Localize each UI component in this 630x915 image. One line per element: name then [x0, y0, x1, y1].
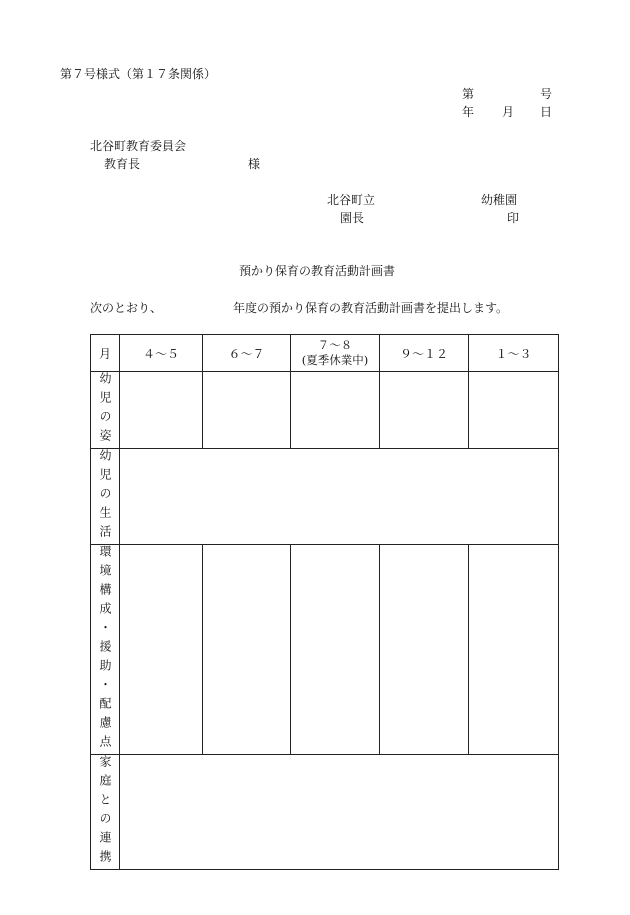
row-label-child-life: 幼児の生活: [91, 449, 120, 545]
doc-number-label: 第: [462, 87, 475, 101]
table-cell-merged: [120, 755, 559, 870]
date-year: 年: [462, 105, 475, 119]
table-cell: [380, 545, 469, 755]
table-row: [91, 449, 559, 545]
table-cell: [380, 372, 469, 449]
addressee-title: 教育長: [104, 157, 141, 171]
table-cell: [291, 372, 380, 449]
seal-mark: 印: [507, 211, 520, 225]
column-header-jul-aug: [291, 335, 380, 372]
column-header-jul-aug-label: ７～８: [317, 338, 353, 353]
table-cell: [203, 372, 291, 449]
intro-lead: 次のとおり、: [90, 301, 163, 315]
column-header-jun-jul: ６～７: [203, 335, 291, 372]
row-label-child-appearance: 幼児の姿: [91, 372, 120, 449]
table-header-row: [91, 335, 559, 372]
doc-number-suffix: 号: [540, 87, 553, 101]
table-cell: [291, 545, 380, 755]
summer-break-note: (夏季休業中): [301, 353, 369, 367]
document-title: 預かり保育の教育活動計画書: [239, 264, 396, 278]
row-label-environment-support: 環境構成・援助・配慮点: [91, 545, 120, 755]
table-row: [91, 545, 559, 755]
row-label-family-cooperation: 家庭との連携: [91, 755, 120, 870]
table-cell-merged: [120, 449, 559, 545]
table-cell: [469, 372, 559, 449]
sender-principal: 園長: [340, 211, 365, 225]
intro-body: 年度の預かり保育の教育活動計画書を提出します。: [233, 301, 509, 315]
date-day: 日: [540, 105, 553, 119]
month-header: 月: [91, 335, 120, 372]
table-cell: [120, 372, 203, 449]
addressee-honorific: 様: [248, 157, 261, 171]
column-header-apr-may: ４～５: [120, 335, 203, 372]
column-header-sep-dec: ９～１２: [380, 335, 469, 372]
table-cell: [469, 545, 559, 755]
date-month: 月: [502, 105, 515, 119]
sender-prefix: 北谷町立: [327, 193, 376, 207]
form-number: 第７号様式（第１７条関係）: [60, 67, 217, 81]
table-cell: [120, 545, 203, 755]
activity-plan-table: [90, 334, 559, 870]
table-row: [91, 372, 559, 449]
addressee-organization: 北谷町教育委員会: [90, 139, 187, 153]
table-cell: [203, 545, 291, 755]
sender-kindergarten: 幼稚園: [481, 193, 518, 207]
table-row: [91, 755, 559, 870]
column-header-jan-mar: １～３: [469, 335, 559, 372]
